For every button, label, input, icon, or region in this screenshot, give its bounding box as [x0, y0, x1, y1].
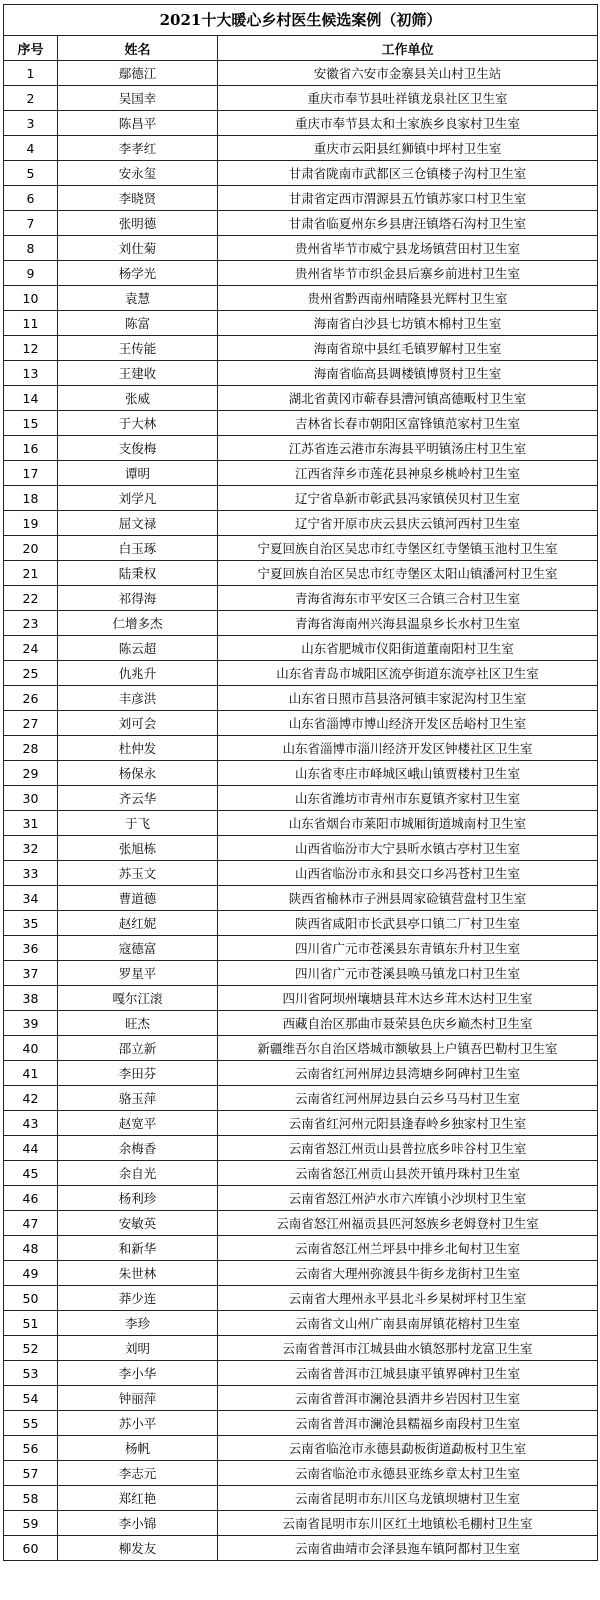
work-unit: 宁夏回族自治区吴忠市红寺堡区红寺堡镇玉池村卫生室 — [218, 536, 598, 561]
doctor-name: 齐云华 — [58, 786, 218, 811]
row-number: 29 — [4, 761, 58, 786]
row-number: 55 — [4, 1411, 58, 1436]
work-unit: 重庆市奉节县太和土家族乡良家村卫生室 — [218, 111, 598, 136]
row-number: 35 — [4, 911, 58, 936]
work-unit: 云南省临沧市永德县亚练乡章太村卫生室 — [218, 1461, 598, 1486]
row-number: 41 — [4, 1061, 58, 1086]
doctor-name: 李珍 — [58, 1311, 218, 1336]
doctor-name: 安敏英 — [58, 1211, 218, 1236]
work-unit: 陕西省榆林市子洲县周家硷镇营盘村卫生室 — [218, 886, 598, 911]
table-row — [4, 61, 598, 86]
work-unit: 山东省淄博市淄川经济开发区钟楼社区卫生室 — [218, 736, 598, 761]
table-row — [4, 1436, 598, 1461]
row-number: 12 — [4, 336, 58, 361]
row-number: 45 — [4, 1161, 58, 1186]
table-row — [4, 961, 598, 986]
work-unit: 山东省肥城市仪阳街道董南阳村卫生室 — [218, 636, 598, 661]
work-unit: 西藏自治区那曲市聂荣县色庆乡巅杰村卫生室 — [218, 1011, 598, 1036]
header-unit: 工作单位 — [218, 36, 598, 61]
table-row — [4, 1161, 598, 1186]
table-row — [4, 136, 598, 161]
doctor-name: 陈昌平 — [58, 111, 218, 136]
work-unit: 云南省怒江州兰坪县中排乡北甸村卫生室 — [218, 1236, 598, 1261]
table-row — [4, 1036, 598, 1061]
doctor-name: 李田芬 — [58, 1061, 218, 1086]
row-number: 33 — [4, 861, 58, 886]
doctor-name: 钟丽萍 — [58, 1386, 218, 1411]
work-unit: 四川省阿坝州壤塘县茸木达乡茸木达村卫生室 — [218, 986, 598, 1011]
table-row — [4, 686, 598, 711]
row-number: 38 — [4, 986, 58, 1011]
doctor-name: 余梅香 — [58, 1136, 218, 1161]
doctor-name: 杜仲发 — [58, 736, 218, 761]
row-number: 22 — [4, 586, 58, 611]
row-number: 13 — [4, 361, 58, 386]
table-row — [4, 386, 598, 411]
table-row — [4, 336, 598, 361]
doctor-name: 刘学凡 — [58, 486, 218, 511]
doctor-name: 曹道德 — [58, 886, 218, 911]
table-row — [4, 436, 598, 461]
row-number: 56 — [4, 1436, 58, 1461]
table-row — [4, 1286, 598, 1311]
row-number: 20 — [4, 536, 58, 561]
doctor-name: 于飞 — [58, 811, 218, 836]
work-unit: 青海省海南州兴海县温泉乡长水村卫生室 — [218, 611, 598, 636]
row-number: 58 — [4, 1486, 58, 1511]
doctor-name: 祁得海 — [58, 586, 218, 611]
doctor-name: 寇德富 — [58, 936, 218, 961]
doctor-name: 和新华 — [58, 1236, 218, 1261]
row-number: 59 — [4, 1511, 58, 1536]
table-row — [4, 1511, 598, 1536]
doctor-name: 李晓贤 — [58, 186, 218, 211]
work-unit: 甘肃省定西市渭源县五竹镇苏家口村卫生室 — [218, 186, 598, 211]
work-unit: 江西省萍乡市莲花县神泉乡桃岭村卫生室 — [218, 461, 598, 486]
doctor-name: 仇兆升 — [58, 661, 218, 686]
doctor-name: 袁慧 — [58, 286, 218, 311]
doctor-name: 刘明 — [58, 1336, 218, 1361]
doctor-name: 于大林 — [58, 411, 218, 436]
doctor-name: 陆秉权 — [58, 561, 218, 586]
work-unit: 吉林省长春市朝阳区富锋镇范家村卫生室 — [218, 411, 598, 436]
row-number: 31 — [4, 811, 58, 836]
work-unit: 云南省临沧市永德县勐板街道勐板村卫生室 — [218, 1436, 598, 1461]
row-number: 49 — [4, 1261, 58, 1286]
doctor-name: 王传能 — [58, 336, 218, 361]
doctor-name: 柳发友 — [58, 1536, 218, 1561]
work-unit: 山西省临汾市永和县交口乡冯苍村卫生室 — [218, 861, 598, 886]
table-row — [4, 736, 598, 761]
row-number: 52 — [4, 1336, 58, 1361]
table-row — [4, 836, 598, 861]
doctor-name: 陈富 — [58, 311, 218, 336]
work-unit: 云南省红河州屏边县湾塘乡阿碑村卫生室 — [218, 1061, 598, 1086]
table-row — [4, 286, 598, 311]
doctor-name: 刘可会 — [58, 711, 218, 736]
table-row — [4, 1461, 598, 1486]
table-row — [4, 886, 598, 911]
doctor-name: 杨帆 — [58, 1436, 218, 1461]
row-number: 19 — [4, 511, 58, 536]
candidate-table — [3, 4, 598, 1561]
doctor-name: 杨利珍 — [58, 1186, 218, 1211]
table-row — [4, 236, 598, 261]
work-unit: 贵州省毕节市织金县后寨乡前进村卫生室 — [218, 261, 598, 286]
table-row — [4, 1136, 598, 1161]
row-number: 30 — [4, 786, 58, 811]
doctor-name: 王建收 — [58, 361, 218, 386]
doctor-name: 罗星平 — [58, 961, 218, 986]
table-title: 2021十大暖心乡村医生候选案例（初筛） — [3, 4, 598, 35]
row-number: 16 — [4, 436, 58, 461]
table-row — [4, 911, 598, 936]
table-row — [4, 1386, 598, 1411]
table-row — [4, 1311, 598, 1336]
row-number: 3 — [4, 111, 58, 136]
work-unit: 云南省普洱市江城县康平镇界碑村卫生室 — [218, 1361, 598, 1386]
table-row — [4, 536, 598, 561]
table-row — [4, 786, 598, 811]
header-row — [4, 36, 598, 61]
row-number: 37 — [4, 961, 58, 986]
table-row — [4, 561, 598, 586]
work-unit: 云南省怒江州福贡县匹河怒族乡老姆登村卫生室 — [218, 1211, 598, 1236]
doctor-name: 骆玉萍 — [58, 1086, 218, 1111]
row-number: 51 — [4, 1311, 58, 1336]
table-row — [4, 986, 598, 1011]
work-unit: 甘肃省临夏州东乡县唐汪镇塔石沟村卫生室 — [218, 211, 598, 236]
work-unit: 云南省怒江州贡山县茨开镇丹珠村卫生室 — [218, 1161, 598, 1186]
work-unit: 山东省枣庄市峄城区峨山镇贾楼村卫生室 — [218, 761, 598, 786]
row-number: 43 — [4, 1111, 58, 1136]
doctor-name: 张旭栋 — [58, 836, 218, 861]
doctor-name: 屈文禄 — [58, 511, 218, 536]
table-row — [4, 1361, 598, 1386]
doctor-name: 李小锦 — [58, 1511, 218, 1536]
doctor-name: 谭明 — [58, 461, 218, 486]
table-row — [4, 1336, 598, 1361]
work-unit: 云南省大理州永平县北斗乡杲树坪村卫生室 — [218, 1286, 598, 1311]
doctor-name: 朱世林 — [58, 1261, 218, 1286]
doctor-name: 丰彦洪 — [58, 686, 218, 711]
table-row — [4, 1186, 598, 1211]
table-row — [4, 461, 598, 486]
work-unit: 云南省普洱市澜沧县酒井乡岩因村卫生室 — [218, 1386, 598, 1411]
row-number: 28 — [4, 736, 58, 761]
table-row — [4, 761, 598, 786]
row-number: 48 — [4, 1236, 58, 1261]
work-unit: 山东省青岛市城阳区流亭街道东流亭社区卫生室 — [218, 661, 598, 686]
doctor-name: 陈云超 — [58, 636, 218, 661]
table-row — [4, 361, 598, 386]
work-unit: 辽宁省开原市庆云县庆云镇河西村卫生室 — [218, 511, 598, 536]
table-row — [4, 186, 598, 211]
table-row — [4, 936, 598, 961]
work-unit: 云南省曲靖市会泽县迤车镇阿都村卫生室 — [218, 1536, 598, 1561]
doctor-name: 莽少连 — [58, 1286, 218, 1311]
table-row — [4, 161, 598, 186]
row-number: 11 — [4, 311, 58, 336]
doctor-name: 苏玉文 — [58, 861, 218, 886]
doctor-name: 杨保永 — [58, 761, 218, 786]
work-unit: 贵州省毕节市威宁县龙场镇营田村卫生室 — [218, 236, 598, 261]
table-row — [4, 511, 598, 536]
work-unit: 云南省文山州广南县南屏镇花榕村卫生室 — [218, 1311, 598, 1336]
work-unit: 云南省红河州屏边县白云乡马马村卫生室 — [218, 1086, 598, 1111]
doctor-name: 白玉琢 — [58, 536, 218, 561]
doctor-name: 支俊梅 — [58, 436, 218, 461]
row-number: 46 — [4, 1186, 58, 1211]
row-number: 50 — [4, 1286, 58, 1311]
table-row — [4, 1086, 598, 1111]
table-row — [4, 311, 598, 336]
table-row — [4, 1011, 598, 1036]
work-unit: 山东省潍坊市青州市东夏镇齐家村卫生室 — [218, 786, 598, 811]
row-number: 24 — [4, 636, 58, 661]
table-row — [4, 711, 598, 736]
table-row — [4, 1486, 598, 1511]
work-unit: 山东省日照市莒县洛河镇丰家泥沟村卫生室 — [218, 686, 598, 711]
row-number: 27 — [4, 711, 58, 736]
table-row — [4, 611, 598, 636]
work-unit: 四川省广元市苍溪县唤马镇龙口村卫生室 — [218, 961, 598, 986]
table-row — [4, 1236, 598, 1261]
doctor-name: 张明德 — [58, 211, 218, 236]
doctor-name: 杨学光 — [58, 261, 218, 286]
doctor-name: 李小华 — [58, 1361, 218, 1386]
table-row — [4, 411, 598, 436]
work-unit: 云南省怒江州泸水市六库镇小沙坝村卫生室 — [218, 1186, 598, 1211]
doctor-name: 赵宽平 — [58, 1111, 218, 1136]
row-number: 39 — [4, 1011, 58, 1036]
header-no: 序号 — [4, 36, 58, 61]
row-number: 40 — [4, 1036, 58, 1061]
work-unit: 云南省红河州元阳县逢春岭乡独家村卫生室 — [218, 1111, 598, 1136]
table-row — [4, 811, 598, 836]
work-unit: 山东省烟台市莱阳市城厢街道城南村卫生室 — [218, 811, 598, 836]
table-row — [4, 86, 598, 111]
doctor-name: 余自光 — [58, 1161, 218, 1186]
table-row — [4, 211, 598, 236]
row-number: 1 — [4, 61, 58, 86]
doctor-name: 赵红妮 — [58, 911, 218, 936]
doctor-name: 郑红艳 — [58, 1486, 218, 1511]
table-row — [4, 1261, 598, 1286]
table-row — [4, 661, 598, 686]
doctor-name: 李孝红 — [58, 136, 218, 161]
doctor-name: 吴国幸 — [58, 86, 218, 111]
row-number: 42 — [4, 1086, 58, 1111]
row-number: 25 — [4, 661, 58, 686]
work-unit: 贵州省黔西南州晴隆县光辉村卫生室 — [218, 286, 598, 311]
doctor-name: 仁增多杰 — [58, 611, 218, 636]
table-row — [4, 1211, 598, 1236]
work-unit: 云南省普洱市澜沧县糯福乡南段村卫生室 — [218, 1411, 598, 1436]
row-number: 17 — [4, 461, 58, 486]
row-number: 23 — [4, 611, 58, 636]
row-number: 15 — [4, 411, 58, 436]
work-unit: 云南省大理州弥渡县牛街乡龙街村卫生室 — [218, 1261, 598, 1286]
row-number: 34 — [4, 886, 58, 911]
row-number: 26 — [4, 686, 58, 711]
row-number: 60 — [4, 1536, 58, 1561]
row-number: 6 — [4, 186, 58, 211]
doctor-name: 张威 — [58, 386, 218, 411]
work-unit: 湖北省黄冈市蕲春县漕河镇高德畈村卫生室 — [218, 386, 598, 411]
document — [3, 4, 597, 1561]
row-number: 44 — [4, 1136, 58, 1161]
table-row — [4, 486, 598, 511]
row-number: 53 — [4, 1361, 58, 1386]
work-unit: 新疆维吾尔自治区塔城市额敏县上户镇吾巴勒村卫生室 — [218, 1036, 598, 1061]
table-row — [4, 636, 598, 661]
row-number: 57 — [4, 1461, 58, 1486]
doctor-name: 李志元 — [58, 1461, 218, 1486]
work-unit: 云南省怒江州贡山县普拉底乡咔谷村卫生室 — [218, 1136, 598, 1161]
work-unit: 山东省淄博市博山经济开发区岳峪村卫生室 — [218, 711, 598, 736]
doctor-name: 邵立新 — [58, 1036, 218, 1061]
table-row — [4, 1111, 598, 1136]
row-number: 8 — [4, 236, 58, 261]
doctor-name: 刘仕菊 — [58, 236, 218, 261]
doctor-name: 鄢德江 — [58, 61, 218, 86]
work-unit: 甘肃省陇南市武都区三仓镇楼子沟村卫生室 — [218, 161, 598, 186]
table-row — [4, 1536, 598, 1561]
row-number: 21 — [4, 561, 58, 586]
work-unit: 陕西省咸阳市长武县亭口镇二厂村卫生室 — [218, 911, 598, 936]
work-unit: 重庆市云阳县红狮镇中坪村卫生室 — [218, 136, 598, 161]
table-body — [4, 61, 598, 1561]
row-number: 54 — [4, 1386, 58, 1411]
work-unit: 辽宁省阜新市彰武县冯家镇侯贝村卫生室 — [218, 486, 598, 511]
row-number: 9 — [4, 261, 58, 286]
work-unit: 海南省白沙县七坊镇木棉村卫生室 — [218, 311, 598, 336]
row-number: 10 — [4, 286, 58, 311]
doctor-name: 安永玺 — [58, 161, 218, 186]
work-unit: 江苏省连云港市东海县平明镇汤庄村卫生室 — [218, 436, 598, 461]
row-number: 47 — [4, 1211, 58, 1236]
row-number: 32 — [4, 836, 58, 861]
table-row — [4, 861, 598, 886]
work-unit: 宁夏回族自治区吴忠市红寺堡区太阳山镇潘河村卫生室 — [218, 561, 598, 586]
row-number: 14 — [4, 386, 58, 411]
row-number: 4 — [4, 136, 58, 161]
work-unit: 四川省广元市苍溪县东青镇东升村卫生室 — [218, 936, 598, 961]
row-number: 5 — [4, 161, 58, 186]
doctor-name: 苏小平 — [58, 1411, 218, 1436]
row-number: 18 — [4, 486, 58, 511]
work-unit: 云南省普洱市江城县曲水镇怒那村龙富卫生室 — [218, 1336, 598, 1361]
work-unit: 青海省海东市平安区三合镇三合村卫生室 — [218, 586, 598, 611]
work-unit: 海南省临高县调楼镇博贤村卫生室 — [218, 361, 598, 386]
table-row — [4, 1411, 598, 1436]
doctor-name: 嘎尔江滚 — [58, 986, 218, 1011]
row-number: 2 — [4, 86, 58, 111]
table-row — [4, 1061, 598, 1086]
table-row — [4, 586, 598, 611]
work-unit: 海南省琼中县红毛镇罗解村卫生室 — [218, 336, 598, 361]
doctor-name: 旺杰 — [58, 1011, 218, 1036]
work-unit: 云南省昆明市东川区乌龙镇坝塘村卫生室 — [218, 1486, 598, 1511]
table-row — [4, 261, 598, 286]
work-unit: 重庆市奉节县吐祥镇龙泉社区卫生室 — [218, 86, 598, 111]
row-number: 36 — [4, 936, 58, 961]
row-number: 7 — [4, 211, 58, 236]
work-unit: 安徽省六安市金寨县关山村卫生站 — [218, 61, 598, 86]
work-unit: 云南省昆明市东川区红土地镇松毛棚村卫生室 — [218, 1511, 598, 1536]
work-unit: 山西省临汾市大宁县昕水镇古亭村卫生室 — [218, 836, 598, 861]
header-name: 姓名 — [58, 36, 218, 61]
table-row — [4, 111, 598, 136]
